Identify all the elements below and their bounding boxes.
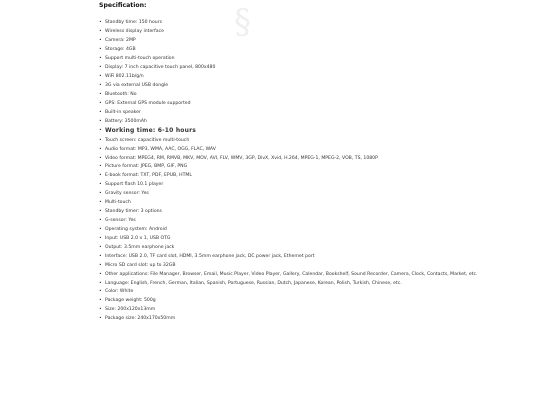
spec-item [90,119,520,124]
spec-item [90,74,520,79]
bullet-icon: • [99,65,102,70]
spec-item [90,209,520,214]
bullet-icon: • [99,74,102,79]
spec-text: Language: English, French, German, Italian, Spanish, Portuguese, Russian, Dutch, Japanese, Korean, Polish, Turkish, Chinese, etc. [105,280,402,286]
bullet-icon: • [99,119,102,124]
spec-item [90,218,520,223]
spec-text: Operating system: Android [105,227,167,233]
bullet-icon: • [99,29,102,34]
spec-text: Audio format: MP3, WMA, AAC, OGG, FLAC, WAV [105,147,216,152]
spec-item [90,56,520,61]
spec-text: Working time: 6-10 hours [105,127,197,134]
spec-item [90,83,520,88]
bullet-icon: • [99,280,102,286]
spec-item [90,156,520,161]
bullet-icon: • [99,101,102,106]
spec-item [90,20,520,25]
spec-text: 3G via external USB dongle [105,83,169,88]
spec-item [90,281,520,286]
bullet-icon: • [99,164,102,170]
spec-text: Picture format: JPEG, BMP, GIF, PNG [105,164,188,170]
spec-text: WiFi 802.11b/g/n [105,74,144,79]
spec-text: Package weight: 500g [105,298,156,304]
spec-text: Storage: 4GB [105,47,136,52]
spec-text: Standby timer: 3 options [105,209,162,215]
spec-text: Interface: USB 2.0, TF card slot, HDMI, 3.5mm earphone jack, DC power jack, Ethernet port [105,254,315,260]
bullet-icon: • [99,218,102,224]
bullet-icon: • [99,83,102,88]
bullet-icon: • [99,128,102,133]
bullet-icon: • [99,254,102,260]
spec-text: Standby time: 150 hours [105,20,162,25]
spec-text: G-sensor: Yes [105,218,136,224]
spec-item [90,316,520,321]
bullet-icon: • [99,92,102,97]
bullet-icon: • [99,38,102,43]
bullet-icon: • [99,316,102,322]
bullet-icon: • [99,298,102,304]
spec-text: Display: 7 inch capacitive touch panel, 800x480 [105,65,216,70]
bullet-icon: • [99,236,102,242]
spec-item [90,138,520,143]
spec-item [90,182,520,187]
bullet-icon: • [99,47,102,52]
spec-item [90,227,520,232]
bullet-icon: • [99,138,102,143]
watermark-glyph: § [234,2,251,42]
bullet-icon: • [99,289,102,295]
spec-item [90,173,520,178]
spec-text: GPS: External GPS module supported [105,101,191,106]
spec-text: E-book format: TXT, PDF, EPUB, HTML [105,173,192,179]
bullet-icon: • [99,191,102,197]
spec-list [90,20,520,325]
spec-item [90,245,520,250]
spec-item [90,147,520,152]
spec-text: Video format: MPEG4, RM, RMVB, MKV, MOV, AVI, FLV, WMV, 3GP, DivX, Xvid, H.264, MPEG-1, MPEG-2, VOB, TS, 1080P [105,156,378,161]
spec-text: Gravity sensor: Yes [105,191,149,197]
bullet-icon: • [99,173,102,179]
bullet-icon: • [99,147,102,152]
bullet-icon: • [99,307,102,313]
bullet-icon: • [99,182,102,188]
bullet-icon: • [99,110,102,115]
spec-item [90,38,520,43]
spec-heading: Specification: [99,2,147,9]
bullet-icon: • [99,156,102,161]
spec-item [90,110,520,115]
spec-text: Output: 3.5mm earphone jack [105,245,175,251]
spec-text: Other applications: File Manager, Browser, Email, Music Player, Video Player, Gallery, Calendar, Bookshelf, Sound Recorder, Camera, Clock, Contacts, Market, etc. [105,272,478,278]
spec-text: Micro SD card slot: up to 32GB [105,263,176,269]
bullet-icon: • [99,209,102,215]
spec-item [90,191,520,196]
spec-item [90,92,520,97]
bullet-icon: • [99,227,102,233]
bullet-icon: • [99,200,102,206]
spec-item [90,200,520,205]
spec-text: Size: 200x120x13mm [105,307,156,313]
spec-item [90,128,520,134]
spec-text: Support multi-touch operation [105,56,175,61]
spec-item [90,65,520,70]
spec-text: Support flash 10.1 player [105,182,164,188]
bullet-icon: • [99,56,102,61]
spec-text: Built-in speaker [105,110,141,115]
spec-text: Multi-touch [105,200,131,206]
spec-item [90,298,520,303]
spec-item [90,101,520,106]
spec-item [90,307,520,312]
spec-item [90,289,520,294]
spec-text: Package size: 240x170x50mm [105,316,176,322]
spec-item [90,47,520,52]
bullet-icon: • [99,272,102,278]
spec-item [90,263,520,268]
spec-item [90,164,520,169]
bullet-icon: • [99,20,102,25]
spec-text: Input: USB 2.0 x 1, USB OTG [105,236,171,242]
spec-item [90,254,520,259]
spec-item [90,272,520,277]
spec-text: Camera: 2MP [105,38,136,43]
spec-text: Battery: 3500mAh [105,119,147,124]
spec-text: Bluetooth: No [105,92,137,97]
spec-text: Wireless display interface [105,29,164,34]
spec-item [90,29,520,34]
spec-item [90,236,520,241]
bullet-icon: • [99,245,102,251]
bullet-icon: • [99,263,102,269]
spec-text: Touch screen: capacitive multi-touch [105,138,190,143]
spec-text: Color: White [105,289,134,295]
